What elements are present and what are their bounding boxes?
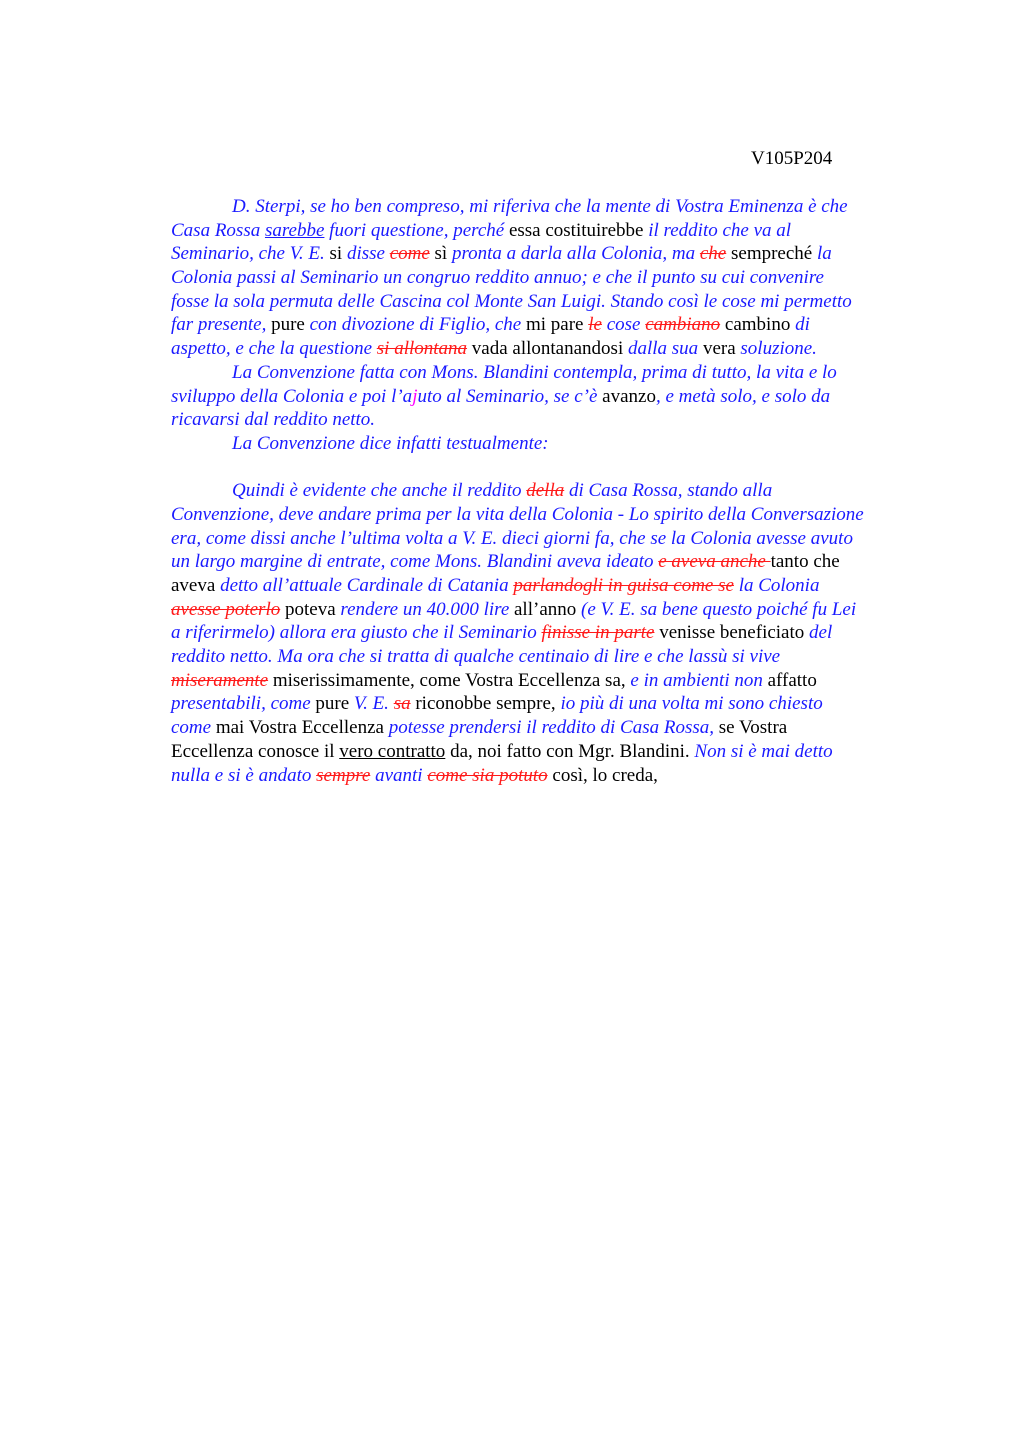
text-line	[171, 764, 931, 788]
struck-text: come sia potuto	[427, 764, 548, 786]
roman-text: essa costituirebbe	[508, 219, 649, 241]
text-line	[171, 503, 931, 527]
text-line	[171, 716, 931, 740]
roman-text: vera	[702, 338, 741, 360]
italic-text: a riferirmelo) allora era giusto che il Seminario	[171, 622, 542, 644]
italic-text: Non si è mai detto	[694, 740, 833, 762]
struck-text: e aveva anche	[658, 551, 771, 573]
italic-text: fuori questione, perché	[324, 219, 509, 241]
roman-text: miserissimamente, come Vostra Eccellenza sa,	[268, 669, 631, 691]
italic-text: La Convenzione fatta con Mons. Blandini contempla, prima di tutto, la vita e lo	[232, 361, 837, 383]
roman-text: tanto che	[770, 551, 840, 573]
italic-text: uto al Seminario, se c’è	[417, 385, 603, 407]
italic-text: la	[816, 243, 832, 265]
text-line	[171, 290, 931, 314]
text-line	[171, 598, 931, 622]
italic-text: presentabili, come	[171, 693, 316, 715]
italic-text: aspetto, e che la questione	[171, 338, 377, 360]
letter-body	[171, 195, 931, 787]
struck-text: della	[526, 480, 565, 502]
italic-text: disse	[346, 243, 390, 265]
roman-text: Eccellenza conosce il	[171, 740, 340, 762]
struck-text: come	[389, 243, 430, 265]
roman-text: così, lo creda,	[547, 764, 658, 786]
highlight-text: j	[412, 385, 418, 407]
text-line	[171, 645, 931, 669]
roman-text: venisse beneficiato	[654, 622, 810, 644]
italic-text: (e V. E. sa bene questo poiché fu Lei	[581, 598, 857, 620]
blank-line	[171, 456, 931, 480]
italic-text: e in ambienti non	[630, 669, 768, 691]
text-line	[171, 219, 931, 243]
text-line	[171, 313, 931, 337]
italic-text: sviluppo della Colonia e poi l’a	[171, 385, 413, 407]
italic-text: Convenzione, deve andare prima per la vita della Colonia - Lo spirito della Conversazione	[171, 503, 864, 525]
text-line	[171, 479, 931, 503]
struck-text: le	[588, 314, 602, 336]
italic-text: Colonia passi al Seminario un congruo reddito annuo; e che il punto su cui convenire	[171, 267, 824, 289]
text-line	[171, 550, 931, 574]
italic-text: nulla e si è andato	[171, 764, 317, 786]
italic-text: Quindi è evidente che anche il reddito	[232, 480, 527, 502]
italic-text: la Colonia	[733, 575, 820, 596]
italic-text: come	[171, 717, 216, 739]
underlined-italic-text: sarebbe	[264, 219, 325, 241]
struck-text: finisse in parte	[541, 622, 655, 644]
roman-text: sempreché	[726, 243, 817, 265]
italic-text: reddito netto. Ma ora che si tratta di qualche centinaio di lire e che lassù si vive	[171, 646, 781, 668]
text-line	[171, 621, 931, 645]
text-line	[171, 574, 931, 598]
italic-text: ricavarsi dal reddito netto.	[171, 409, 376, 431]
text-line	[171, 527, 931, 551]
text-line	[171, 740, 931, 764]
roman-text: cambino	[720, 314, 796, 336]
italic-text: potesse prendersi il reddito di Casa Rossa,	[388, 717, 719, 739]
italic-text: soluzione.	[740, 338, 817, 360]
text-line	[171, 408, 931, 432]
italic-text: di	[795, 314, 810, 336]
italic-text: del	[809, 622, 833, 644]
roman-text: affatto	[767, 669, 817, 691]
italic-text: cose	[601, 314, 646, 336]
roman-text: se Vostra	[718, 717, 788, 739]
text-line	[171, 361, 931, 385]
italic-text: dalla sua	[627, 338, 703, 360]
text-line	[171, 195, 931, 219]
roman-text: si	[329, 243, 347, 265]
roman-text: pure	[271, 314, 310, 336]
roman-text: riconobbe sempre,	[410, 693, 561, 715]
roman-text: aveva	[171, 575, 221, 596]
italic-text: fosse la sola permuta delle Cascina col Monte San Luigi. Stando così le cose mi permetto	[171, 290, 852, 312]
underlined-text: vero contratto	[339, 740, 446, 762]
italic-text: D. Sterpi, se ho ben compreso, mi riferiva che la mente di Vostra Eminenza è che	[232, 196, 848, 217]
italic-text: far presente,	[171, 314, 272, 336]
roman-text: mi pare	[525, 314, 589, 336]
document-id: V105P204	[751, 148, 833, 169]
roman-text: sì	[429, 243, 452, 265]
italic-text: V. E.	[353, 693, 394, 715]
struck-text: si allontana	[376, 338, 468, 360]
italic-text: detto all’attuale Cardinale di Catania	[220, 575, 514, 596]
struck-text: cambiano	[645, 314, 721, 336]
roman-text: poteva	[280, 598, 341, 620]
italic-text: di Casa Rossa, stando alla	[564, 480, 773, 502]
italic-text: Casa Rossa	[171, 219, 265, 241]
roman-text: all’anno	[514, 598, 582, 620]
roman-text: avanzo	[602, 385, 656, 407]
roman-text: vada allontanandosi	[467, 338, 628, 360]
italic-text: io più di una volta mi sono chiesto	[560, 693, 823, 715]
text-line	[171, 266, 931, 290]
italic-text: un largo margine di entrate, come Mons. Blandini aveva ideato	[171, 551, 659, 573]
text-line	[171, 432, 931, 456]
struck-text: parlandogli in guisa come se	[513, 575, 734, 596]
text-line	[171, 669, 931, 693]
italic-text: Seminario, che V. E.	[171, 243, 330, 265]
italic-text: pronta a darla alla Colonia, ma	[451, 243, 700, 265]
italic-text: avanti	[370, 764, 428, 786]
struck-text: sa	[393, 693, 411, 715]
italic-text: il reddito che va al	[648, 219, 792, 241]
text-line	[171, 242, 931, 266]
roman-text: mai Vostra Eccellenza	[215, 717, 389, 739]
italic-text: , e metà solo, e solo da	[655, 385, 831, 407]
italic-text: rendere un 40.000 lire	[340, 598, 514, 620]
struck-text: sempre	[316, 764, 371, 786]
italic-text: La Convenzione dice infatti testualmente:	[232, 432, 549, 454]
struck-text: che	[699, 243, 727, 265]
text-line	[171, 337, 931, 361]
roman-text: da, noi fatto con Mgr. Blandini.	[445, 740, 695, 762]
italic-text: con divozione di Figlio, che	[309, 314, 526, 336]
text-line	[171, 385, 931, 409]
struck-text: avesse poterlo	[171, 598, 281, 620]
struck-text: miseramente	[171, 669, 269, 691]
italic-text: era, come dissi anche l’ultima volta a V. E. dieci giorni fa, che se la Colonia avesse avuto	[171, 527, 853, 549]
text-line	[171, 692, 931, 716]
roman-text: pure	[315, 693, 354, 715]
